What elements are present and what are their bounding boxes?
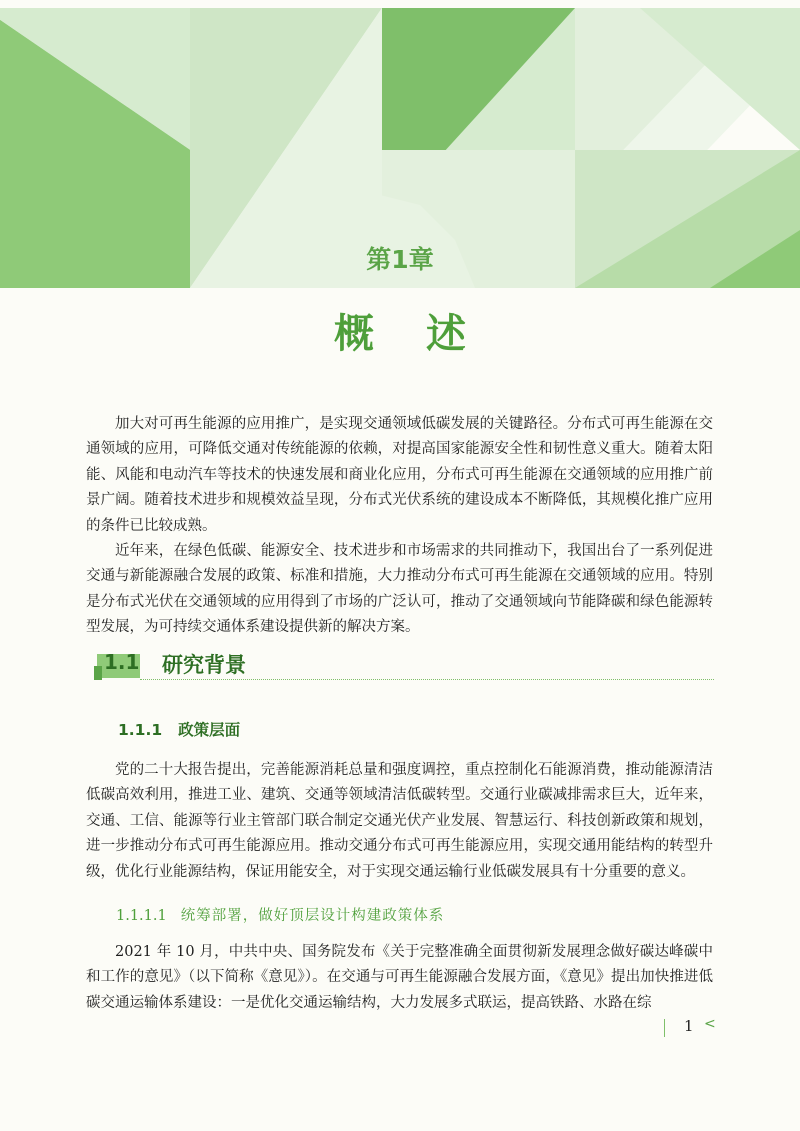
footer-divider (664, 1019, 665, 1037)
subsection-number: 1.1.1 (118, 721, 163, 739)
section-title: 研究背景 (162, 653, 246, 677)
intro-text (86, 412, 713, 641)
paragraph: 2021 年 10 月，中共中央、国务院发布《关于完整准确全面贯彻新发展理念做好碳达峰碳中和工作的意见》（以下简称《意见》）。在交通与可再生能源融合发展方面，《意见》提出加快推进低碳交通运输体系建设：一是优化交通运输结构，大力发展多式联运，提高铁路、水路在综 (86, 944, 713, 1011)
section-number: 1.1 (104, 650, 140, 674)
chapter-title: 概述 (334, 311, 518, 357)
chapter-number: 第1章 (366, 245, 434, 274)
paragraph: 加大对可再生能源的应用推广，是实现交通领域低碳发展的关键路径。分布式可再生能源在交通领域的应用，可降低交通对传统能源的依赖，对提高国家能源安全性和韧性意义重大。随着太阳能、风能和电动汽车等技术的快速发展和商业化应用，分布式可再生能源在交通领域的应用推广前景广阔。随着技术进步和规模效益呈现，分布式光伏系统的建设成本不断降低，其规模化推广应用的条件已比较成熟。 (86, 416, 713, 534)
subsection-heading (118, 718, 240, 740)
section-heading (94, 648, 714, 682)
page-footer (664, 1017, 724, 1039)
paragraph: 党的二十大报告提出，完善能源消耗总量和强度调控，重点控制化石能源消费，推动能源清洁低碳高效利用，推进工业、建筑、交通等领域清洁低碳转型。交通行业碳减排需求巨大，近年来，交通、工信、能源等行业主管部门联合制定交通光伏产业发展、智慧运行、科技创新政策和规划，进一步推动分布式可再生能源应用。推动交通分布式可再生能源应用，实现交通用能结构的转型升级，优化行业能源结构，保证用能安全，对于实现交通运输行业低碳发展具有十分重要的意义。 (86, 762, 713, 880)
paragraph: 近年来，在绿色低碳、能源安全、技术进步和市场需求的共同推动下，我国出台了一系列促进交通与新能源融合发展的政策、标准和措施，大力推动分布式可再生能源在交通领域的应用。特别是分布式光伏在交通领域的应用得到了市场的广泛认可，推动了交通领域向节能降碳和绿色能源转型发展，为可持续交通体系建设提供新的解决方案。 (86, 543, 713, 636)
subsection-text (86, 758, 713, 885)
subsection-title: 政策层面 (178, 721, 241, 739)
subsubsection-heading (116, 904, 444, 925)
subsubsection-title: 统筹部署，做好顶层设计构建政策体系 (180, 908, 445, 924)
subsubsection-number: 1.1.1.1 (116, 908, 167, 924)
section-divider (140, 679, 714, 680)
chevron-left-icon: < (704, 1016, 716, 1032)
page-number: 1 (684, 1017, 694, 1035)
subsubsection-text (86, 940, 713, 1016)
section-number-accent (94, 666, 102, 680)
